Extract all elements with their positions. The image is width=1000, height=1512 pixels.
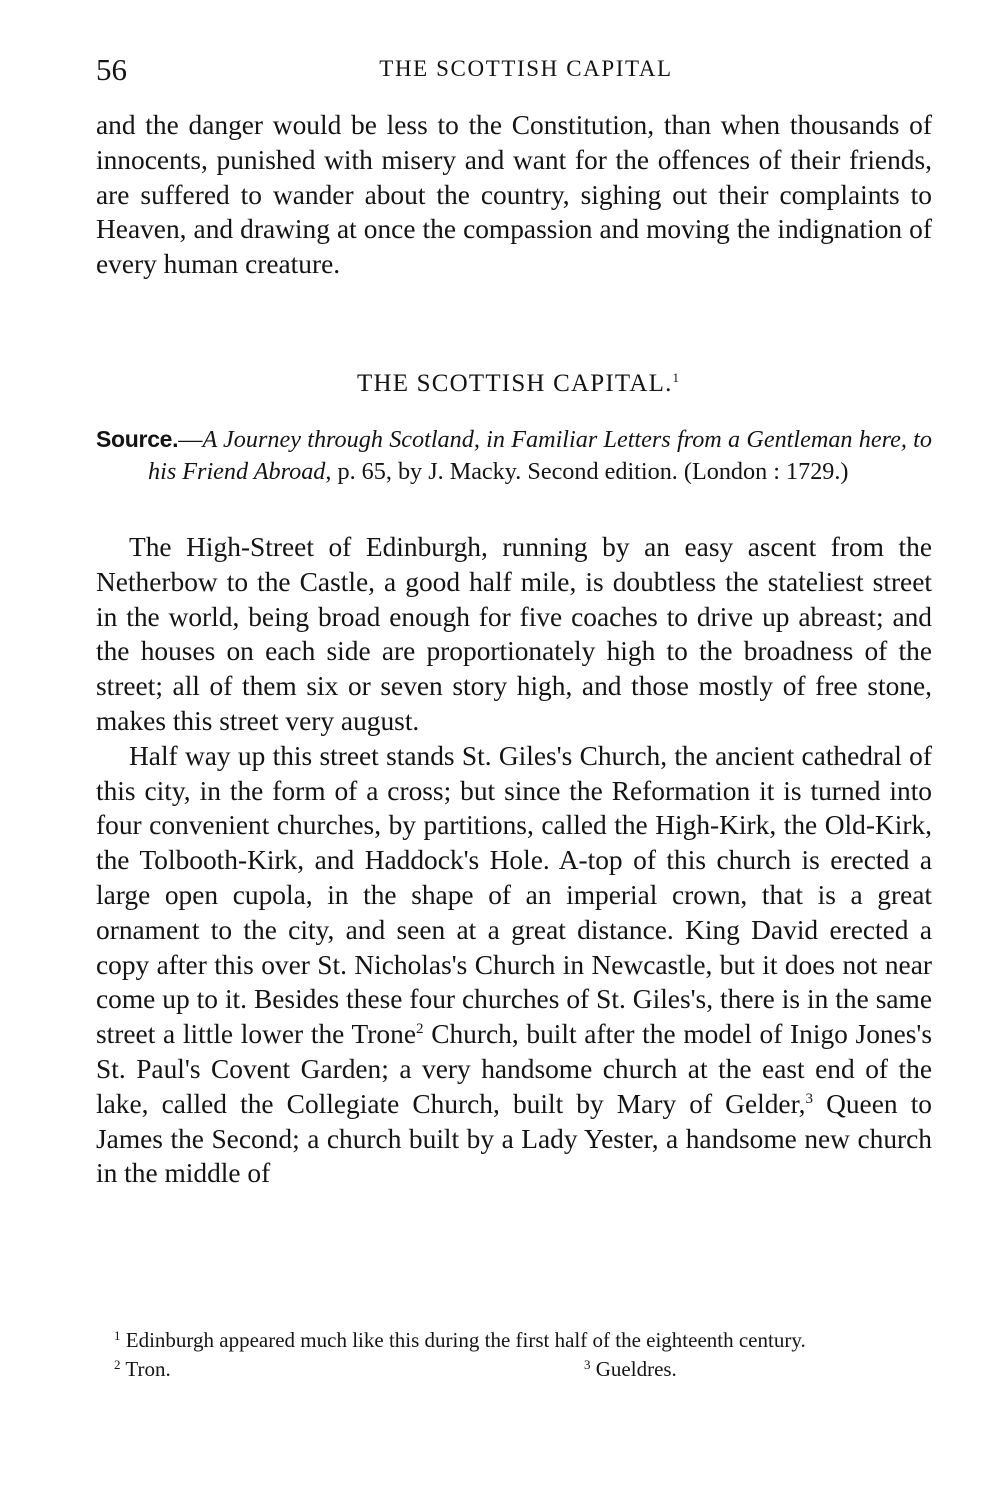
intro-paragraph: and the danger would be less to the Constitution, than when thousands of innocents, punished with misery and want for the offences of their friends, are suffered to wander about the country, sighing out their complaints to Heaven, and drawing at once the compassion and moving the indignation of every human creature.: [96, 110, 932, 280]
main-text: [96, 530, 932, 1191]
intro-text: [96, 108, 932, 282]
footnote-1: [96, 1326, 932, 1355]
section-title-footnote-mark: 1: [672, 370, 680, 385]
footnote-1-text: Edinburgh appeared much like this during the first half of the eighteenth century.: [120, 1328, 806, 1352]
footnote-3-text: Gueldres.: [590, 1357, 677, 1381]
running-title: THE SCOTTISH CAPITAL: [379, 56, 673, 81]
footnote-3-mark: 3: [584, 1357, 591, 1372]
section-title: [0, 370, 1000, 398]
section-title-text: THE SCOTTISH CAPITAL.: [356, 370, 673, 397]
footnote-ref-2: 2: [415, 1021, 424, 1038]
paragraph-st-giles: [96, 739, 932, 1191]
paragraph-st-giles-part-c: Queen to James the Second; a church built by a Lady Yester, a handsome new church in the middle of: [96, 1088, 932, 1189]
running-head: [96, 52, 936, 92]
source-details: , p. 65, by J. Macky. Second edition. (London : 1729.): [325, 458, 849, 485]
footnote-3: [584, 1355, 677, 1384]
footnote-2-text: Tron.: [120, 1357, 171, 1381]
footnote-2-mark: 2: [114, 1357, 121, 1372]
footnote-ref-3: 3: [805, 1090, 813, 1107]
source-dash: —: [178, 426, 203, 453]
paragraph-high-street: The High-Street of Edinburgh, running by an easy ascent from the Netherbow to the Castle, a good half mile, is doubtless the stateliest street in the world, being broad enough for five coaches to drive up abreast; and the houses on each side are proportionately high to the broadness of the street; all of them six or seven story high, and those mostly of free stone, makes this street very august.: [96, 532, 932, 736]
footnote-2: [114, 1355, 171, 1384]
footnotes: [96, 1326, 932, 1389]
source-label: Source.: [96, 426, 179, 452]
source-book-title: A Journey through Scotland, in Familiar Letters from a Gentleman here, to his Friend Abroad: [148, 426, 932, 485]
page-number: 56: [96, 52, 127, 87]
paragraph-st-giles-part-b: Church, built after the model of Inigo Jones's St. Paul's Covent Garden; a very handsome church at the east end of the lake, called the Collegiate Church, built by Mary of Gelder,: [96, 1019, 933, 1119]
footnote-row: [96, 1355, 932, 1389]
paragraph-st-giles-part-a: Half way up this street stands St. Giles's Church, the ancient cathedral of this city, in the form of a cross; but since the Reformation it is turned into four convenient churches, by partitions, called the High-Kirk, the Old-Kirk, the Tolbooth-Kirk, and Haddock's Hole. A-top of this church is erected a large open cupola, in the shape of an imperial crown, that is a great ornament to the city, and seen at a great distance. King David erected a copy after this over St. Nicholas's Church in Newcastle, but it does not near come up to it. Besides these four churches of St. Giles's, there is in the same street a little lower the Trone: [96, 740, 932, 1050]
footnote-1-mark: 1: [114, 1328, 121, 1343]
source-citation: [96, 423, 932, 488]
